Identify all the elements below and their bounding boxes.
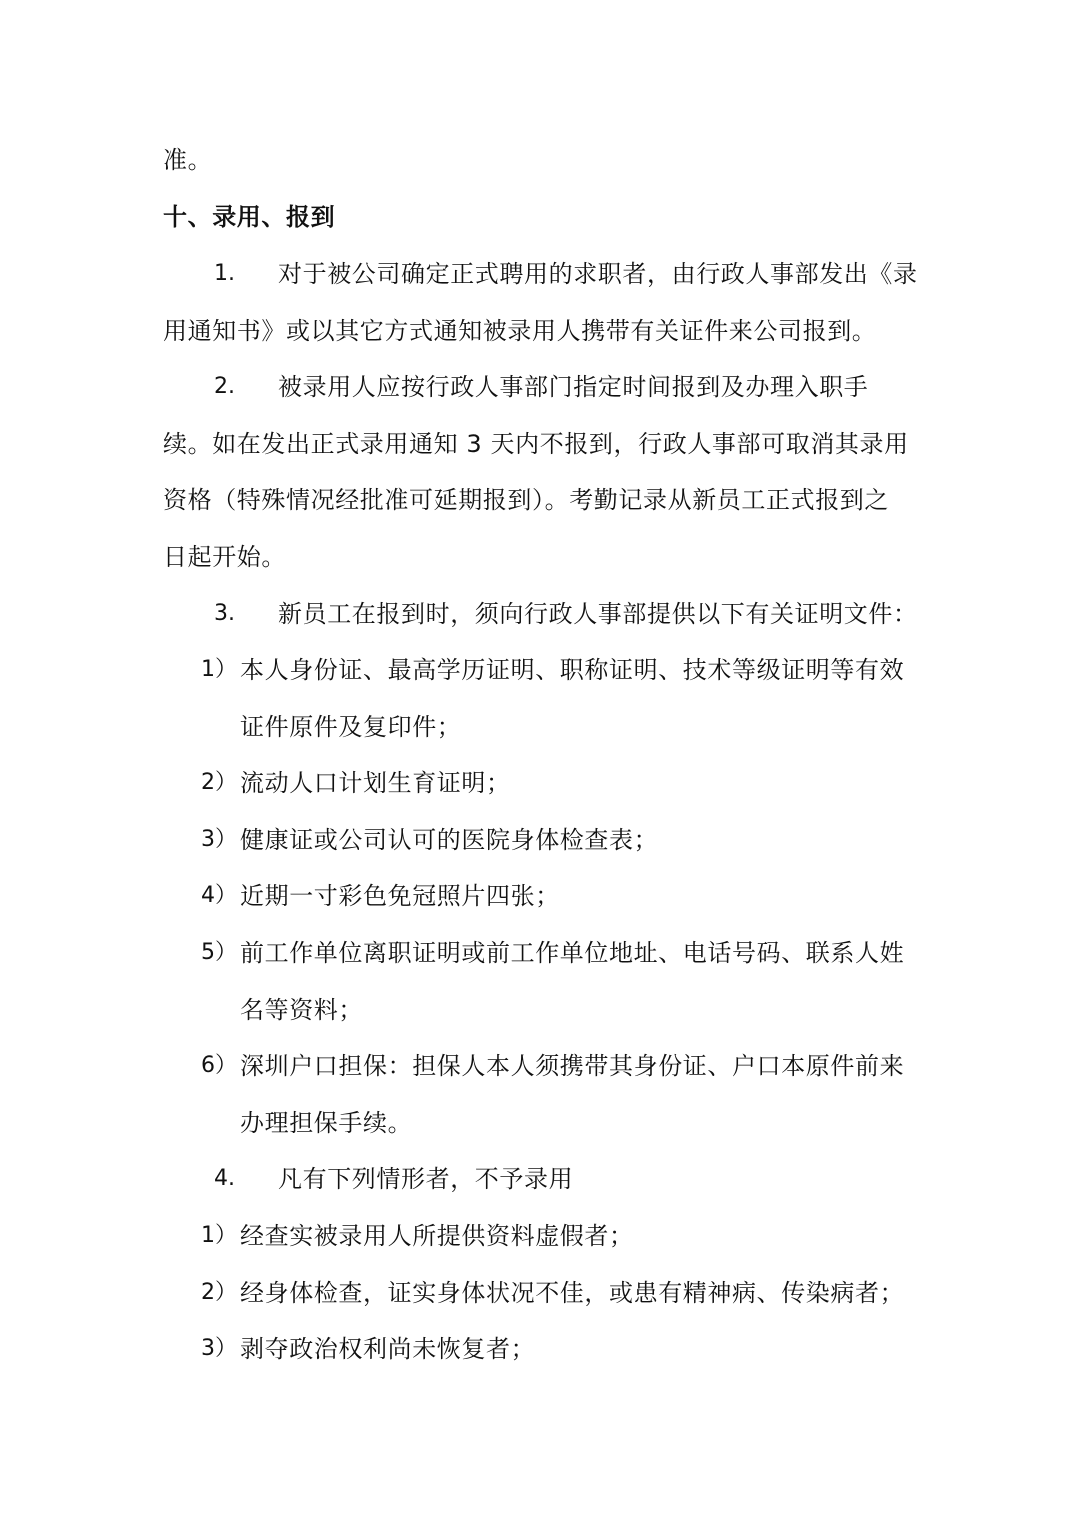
- subitem-number: 1）: [201, 657, 237, 682]
- list-item-line: 深圳户口担保：担保人本人须携带其身份证、户口本原件前来: [240, 1052, 905, 1080]
- list-item-line: 证件原件及复印件；: [240, 713, 462, 741]
- subitem-number: 4）: [201, 883, 237, 908]
- list-item-line: 名等资料；: [240, 996, 363, 1024]
- item-number: 4.: [214, 1166, 235, 1191]
- list-item-line: 经身体检查，证实身体状况不佳，或患有精神病、传染病者；: [240, 1279, 905, 1307]
- subitem-number: 2）: [201, 1280, 237, 1305]
- subitem-number: 3）: [201, 1336, 237, 1361]
- list-item-line: 本人身份证、最高学历证明、职称证明、技术等级证明等有效: [240, 656, 905, 684]
- list-item-line: 流动人口计划生育证明；: [240, 769, 511, 797]
- paragraph-line: 用通知书》或以其它方式通知被录用人携带有关证件来公司报到。: [163, 317, 877, 345]
- paragraph-line: 资格（特殊情况经批准可延期报到）。考勤记录从新员工正式报到之: [163, 486, 889, 514]
- list-item-line: 办理担保手续。: [240, 1109, 413, 1137]
- list-item-line: 健康证或公司认可的医院身体检查表；: [240, 826, 659, 854]
- list-item-line: 前工作单位离职证明或前工作单位地址、电话号码、联系人姓: [240, 939, 905, 967]
- paragraph-line: 日起开始。: [163, 543, 286, 571]
- subitem-number: 2）: [201, 770, 237, 795]
- paragraph-line: 续。如在发出正式录用通知 3 天内不报到，行政人事部可取消其录用: [163, 430, 909, 458]
- item-number: 2.: [214, 374, 235, 399]
- subitem-number: 5）: [201, 940, 237, 965]
- item-number: 1.: [214, 261, 235, 286]
- continued-text: 准。: [163, 146, 213, 174]
- item-number: 3.: [214, 601, 235, 626]
- list-item-line: 剥夺政治权利尚未恢复者；: [240, 1335, 536, 1363]
- paragraph-line: 凡有下列情形者，不予录用: [278, 1165, 574, 1193]
- paragraph-line: 新员工在报到时，须向行政人事部提供以下有关证明文件：: [278, 600, 918, 628]
- paragraph-line: 对于被公司确定正式聘用的求职者，由行政人事部发出《录: [278, 260, 918, 288]
- list-item-line: 近期一寸彩色免冠照片四张；: [240, 882, 560, 910]
- subitem-number: 1）: [201, 1223, 237, 1248]
- subitem-number: 3）: [201, 827, 237, 852]
- paragraph-line: 被录用人应按行政人事部门指定时间报到及办理入职手: [278, 373, 869, 401]
- list-item-line: 经查实被录用人所提供资料虚假者；: [240, 1222, 634, 1250]
- section-heading: 十、录用、报到: [163, 203, 336, 231]
- subitem-number: 6）: [201, 1053, 237, 1078]
